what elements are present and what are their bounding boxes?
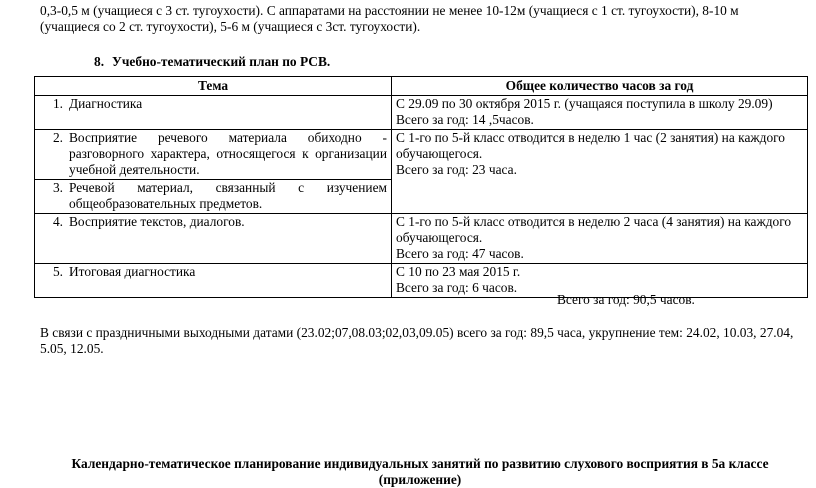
section-number: 8. bbox=[94, 54, 105, 69]
topic-text: Речевой материал, связанный с изучением общеобразовательных предметов. bbox=[69, 180, 387, 211]
hours-line: С 29.09 по 30 октября 2015 г. (учащаяся поступила в школу 29.09) bbox=[396, 96, 773, 111]
intro-paragraph: 0,3-0,5 м (учащиеся с 3 ст. тугоухости). С аппаратами на расстоянии не менее 10-12м (учащиеся с 1 ст. тугоухости), 8-10 м (учащиеся со 2 ст. тугоухости), 5-6 м (учащиеся с 3ст. тугоухости). bbox=[40, 3, 739, 34]
topic-number: 2. bbox=[52, 130, 63, 145]
hours-total: Всего за год: 47 часов. bbox=[396, 246, 524, 261]
topic-number: 3. bbox=[52, 180, 63, 195]
topic-cell bbox=[35, 180, 392, 214]
study-plan-table bbox=[34, 76, 808, 298]
hours-line: С 1-го по 5-й класс отводится в неделю 2 часа (4 занятия) на каждого обучающегося. bbox=[396, 214, 792, 245]
topic-number: 5. bbox=[52, 264, 63, 279]
topic-cell bbox=[35, 130, 392, 180]
topic-text: Восприятие речевого материала обиходно - разговорного характера, относящегося к организации учебной деятельности. bbox=[69, 130, 387, 177]
table-row bbox=[35, 130, 808, 180]
topic-number: 1. bbox=[52, 96, 63, 111]
header-hours: Общее количество часов за год bbox=[392, 77, 808, 96]
topic-text: Восприятие текстов, диалогов. bbox=[69, 214, 245, 229]
hours-cell bbox=[392, 130, 808, 214]
hours-total: Всего за год: 6 часов. bbox=[396, 280, 518, 295]
hours-cell bbox=[392, 96, 808, 130]
topic-number: 4. bbox=[52, 214, 63, 229]
topic-cell bbox=[35, 214, 392, 264]
section-title bbox=[94, 54, 330, 70]
header-topic: Тема bbox=[35, 77, 392, 96]
hours-line: С 1-го по 5-й класс отводится в неделю 1 час (2 занятия) на каждого обучающегося. bbox=[396, 130, 786, 161]
topic-text: Диагностика bbox=[69, 96, 143, 111]
table-row bbox=[35, 96, 808, 130]
year-total: Всего за год: 90,5 часов. bbox=[557, 292, 695, 307]
footer-subtitle: (приложение) bbox=[378, 472, 462, 487]
table-row bbox=[35, 214, 808, 264]
table-header-row bbox=[35, 77, 808, 96]
section-title-text: Учебно-тематический план по РСВ. bbox=[112, 54, 331, 69]
footer-heading bbox=[40, 456, 800, 488]
hours-line: С 10 по 23 мая 2015 г. bbox=[396, 264, 521, 279]
hours-cell bbox=[392, 214, 808, 264]
topic-text: Итоговая диагностика bbox=[69, 264, 196, 279]
holidays-note: В связи с праздничными выходными датами (23.02;07,08.03;02,03,09.05) всего за год: 89,5 часа, укрупнение тем: 24.02, 10.03, 27.04, 5.05, 12.05. bbox=[40, 325, 794, 356]
topic-cell bbox=[35, 264, 392, 298]
topic-cell bbox=[35, 96, 392, 130]
footer-title: Календарно-тематическое планирование индивидуальных занятий по развитию слухового восприятия в 5а классе bbox=[71, 456, 769, 471]
hours-total: Всего за год: 23 часа. bbox=[396, 162, 517, 177]
hours-total: Всего за год: 14 ,5часов. bbox=[396, 112, 534, 127]
